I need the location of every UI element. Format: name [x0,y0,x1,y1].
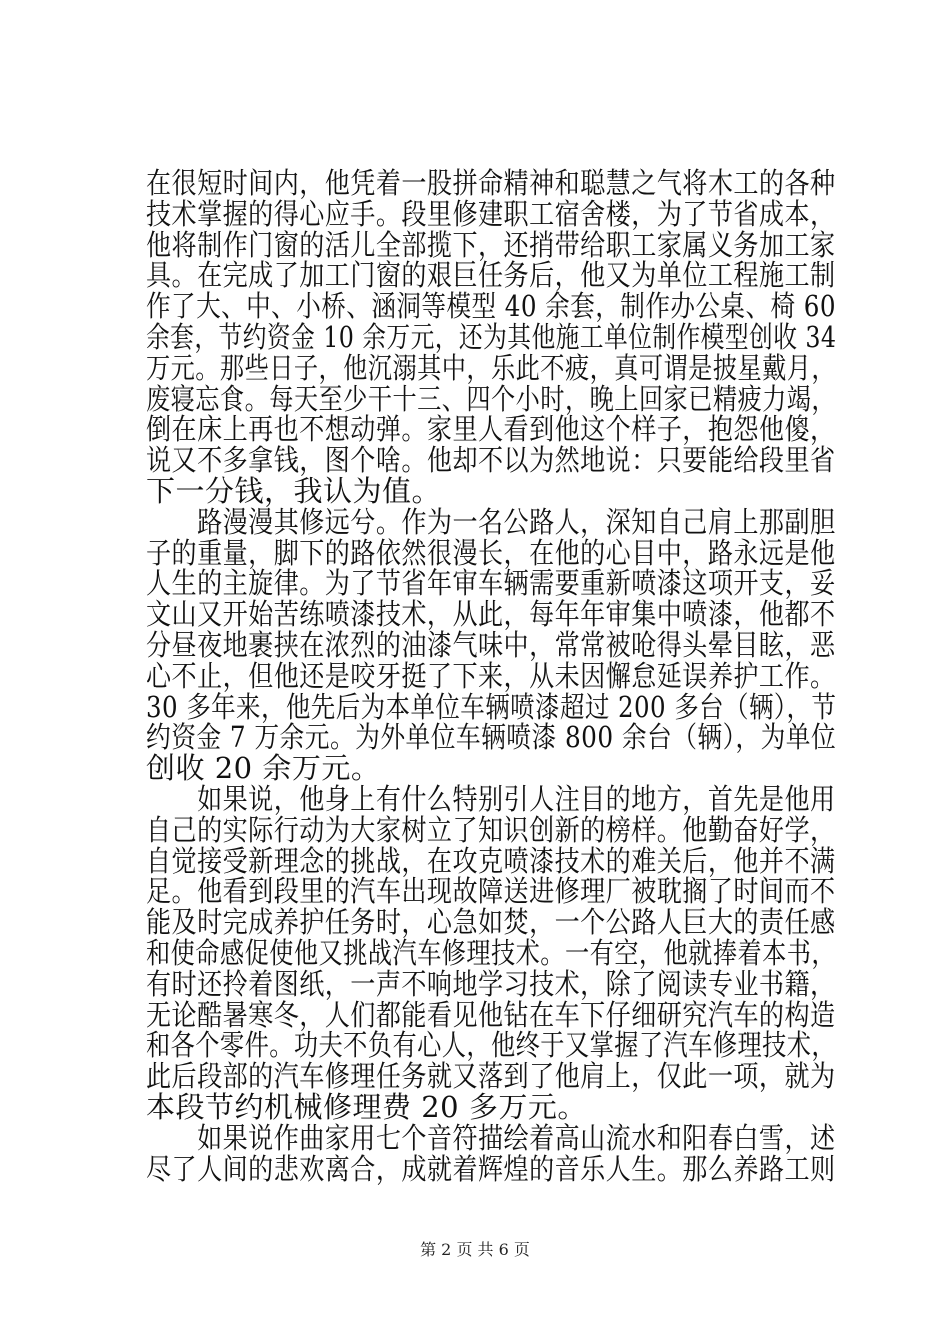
text-line: 他将制作门窗的活儿全部揽下，还捎带给职工家属义务加工家 [146,227,836,262]
text-line: 本段节约机械修理费 20 多万元。 [146,1089,587,1124]
text-line: 约资金 7 万余元。为外单位车辆喷漆 800 余台（辆），为单位 [146,720,837,755]
text-line: 足。他看到段里的汽车出现故障送进修理厂被耽搁了时间而不 [146,874,836,909]
text-line: 废寝忘食。每天至少干十三、四个小时，晚上回家已精疲力竭， [146,381,837,416]
body-text [146,168,836,1184]
text-line: 具。在完成了加工门窗的艰巨任务后，他又为单位工程施工制 [146,258,836,293]
text-line: 文山又开始苦练喷漆技术，从此，每年年审集中喷漆，他都不 [146,597,836,632]
text-line: 自觉接受新理念的挑战，在攻克喷漆技术的难关后，他并不满 [146,843,836,878]
text-line: 创收 20 余万元。 [146,751,381,786]
text-line: 如果说，他身上有什么特别引人注目的地方，首先是他用 [146,781,836,816]
text-line: 30 多年来，他先后为本单位车辆喷漆超过 200 多台（辆），节 [146,689,837,724]
text-line: 子的重量，脚下的路依然很漫长，在他的心目中，路永远是他 [146,535,836,570]
text-line: 人生的主旋律。为了节省年审车辆需要重新喷漆这项开支，妥 [146,566,836,601]
text-line: 有时还拎着图纸，一声不响地学习技术，除了阅读专业书籍， [146,966,836,1001]
text-line: 技术掌握的得心应手。段里修建职工宿舍楼，为了节省成本， [146,196,836,231]
text-line: 心不止，但他还是咬牙挺了下来，从未因懈怠延误养护工作。 [146,658,836,693]
text-line: 无论酷暑寒冬，人们都能看见他钻在车下仔细研究汽车的构造 [146,997,836,1032]
text-line: 和各个零件。功夫不负有心人，他终于又掌握了汽车修理技术， [146,1028,837,1063]
text-line: 在很短时间内，他凭着一股拼命精神和聪慧之气将木工的各种 [146,166,836,200]
text-line: 作了大、中、小桥、涵洞等模型 40 余套，制作办公桌、椅 60 [146,289,836,324]
text-line: 自己的实际行动为大家树立了知识创新的榜样。他勤奋好学， [146,812,836,847]
text-line: 如果说作曲家用七个音符描绘着高山流水和阳春白雪，述 [146,1120,836,1155]
text-line: 能及时完成养护任务时，心急如焚，一个公路人巨大的责任感 [146,905,836,940]
page-footer: 第 2 页 共 6 页 [420,1240,530,1259]
text-line: 尽了人间的悲欢离合，成就着辉煌的音乐人生。那么养路工则 [146,1151,836,1186]
text-line: 倒在床上再也不想动弹。家里人看到他这个样子，抱怨他傻， [146,412,836,447]
text-line: 路漫漫其修远兮。作为一名公路人，深知自己肩上那副胆 [146,504,836,539]
text-line: 说又不多拿钱，图个啥。他却不以为然地说：只要能给段里省 [146,443,836,478]
text-line: 和使命感促使他又挑战汽车修理技术。一有空，他就捧着本书， [146,935,837,970]
text-line: 万元。那些日子，他沉溺其中，乐此不疲，真可谓是披星戴月， [146,350,837,385]
text-line: 此后段部的汽车修理任务就又落到了他肩上，仅此一项，就为 [146,1059,836,1094]
text-line: 余套，节约资金 10 余万元，还为其他施工单位制作模型创收 34 [146,319,837,354]
text-line: 下一分钱，我认为值。 [146,473,442,508]
text-line: 分昼夜地裹挟在浓烈的油漆气味中，常常被呛得头晕目眩，恶 [146,627,836,662]
